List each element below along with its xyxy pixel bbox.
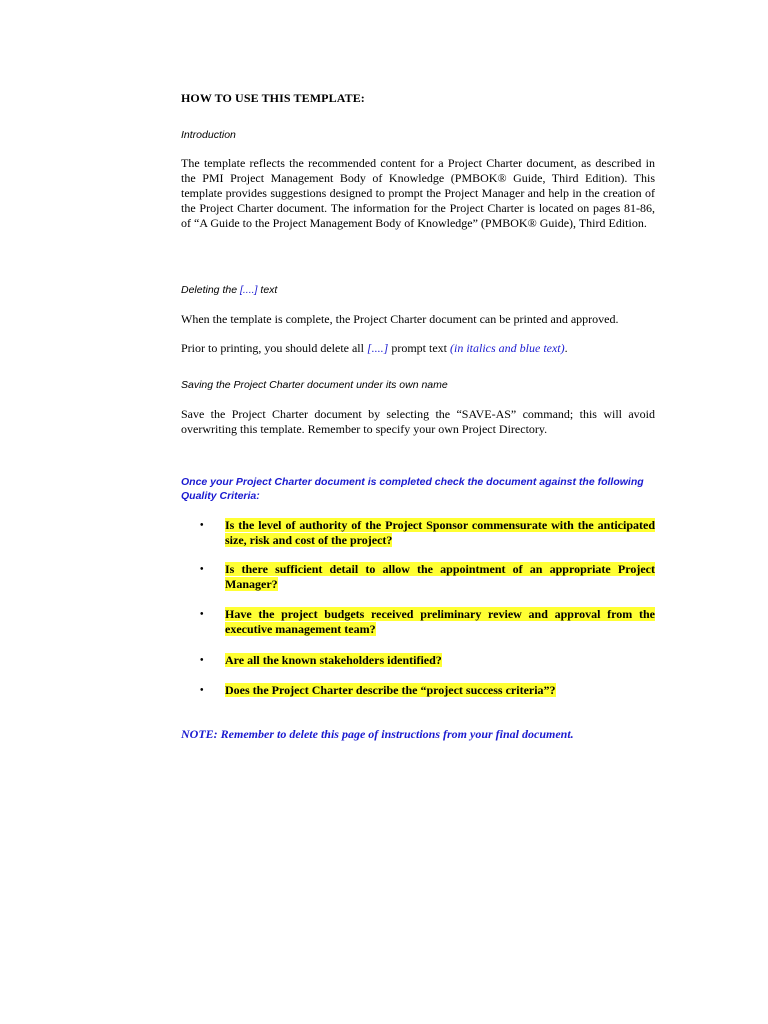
deleting-heading [181,284,277,296]
deleting-heading-suffix: text [257,284,278,296]
prior-prefix: Prior to printing, you should delete all [181,341,367,355]
criterion-text: Is there sufficient detail to allow the appointment of an appropriate Project Manager? [225,562,655,591]
bullet-icon: • [200,520,204,531]
bullet-icon: • [200,655,204,666]
criterion-text: Does the Project Charter describe the “project success criteria”? [225,683,556,697]
criterion-text: Have the project budgets received preliminary review and approval from the executive management team? [225,607,655,636]
prompt-blue-note: (in italics and blue text) [450,341,565,355]
bullet-icon: • [200,685,204,696]
deleting-heading-marker: [....] [239,284,258,296]
prompt-marker: [....] [366,341,389,355]
page-title: HOW TO USE THIS TEMPLATE: [181,91,365,105]
prior-suffix: . [564,341,568,355]
note-text: NOTE: Remember to delete this page of instructions from your final document. [181,727,574,741]
introduction-heading: Introduction [181,129,236,141]
deleting-heading-prefix: Deleting the [181,284,240,296]
saving-heading: Saving the Project Charter document under its own name [181,379,448,391]
deleting-paragraph-complete: When the template is complete, the Project Charter document can be printed and approved. [181,312,619,326]
bullet-icon: • [200,564,204,575]
saving-paragraph: Save the Project Charter document by selecting the “SAVE-AS” command; this will avoid overwriting this template. Remember to specify your own Project Directory. [181,407,655,436]
criterion-text: Are all the known stakeholders identified? [225,653,442,667]
bullet-icon: • [200,609,204,620]
criterion-text: Is the level of authority of the Project Sponsor commensurate with the anticipated size, risk and cost of the project? [225,518,655,547]
prior-middle: prompt text [388,341,450,355]
quality-criteria-heading: Once your Project Charter document is completed check the document against the following Quality Criteria: [181,476,644,502]
deleting-paragraph-prior [181,341,655,356]
introduction-paragraph: The template reflects the recommended content for a Project Charter document, as described in the PMI Project Management Body of Knowledge (PMBOK® Guide, Third Edition). This template provides suggestions designed to prompt the Project Manager and help in the creation of the Project Charter document. The information for the Project Charter is located on pages 81-86, of “A Guide to the Project Management Body of Knowledge” (PMBOK® Guide), Third Edition. [181,156,655,230]
